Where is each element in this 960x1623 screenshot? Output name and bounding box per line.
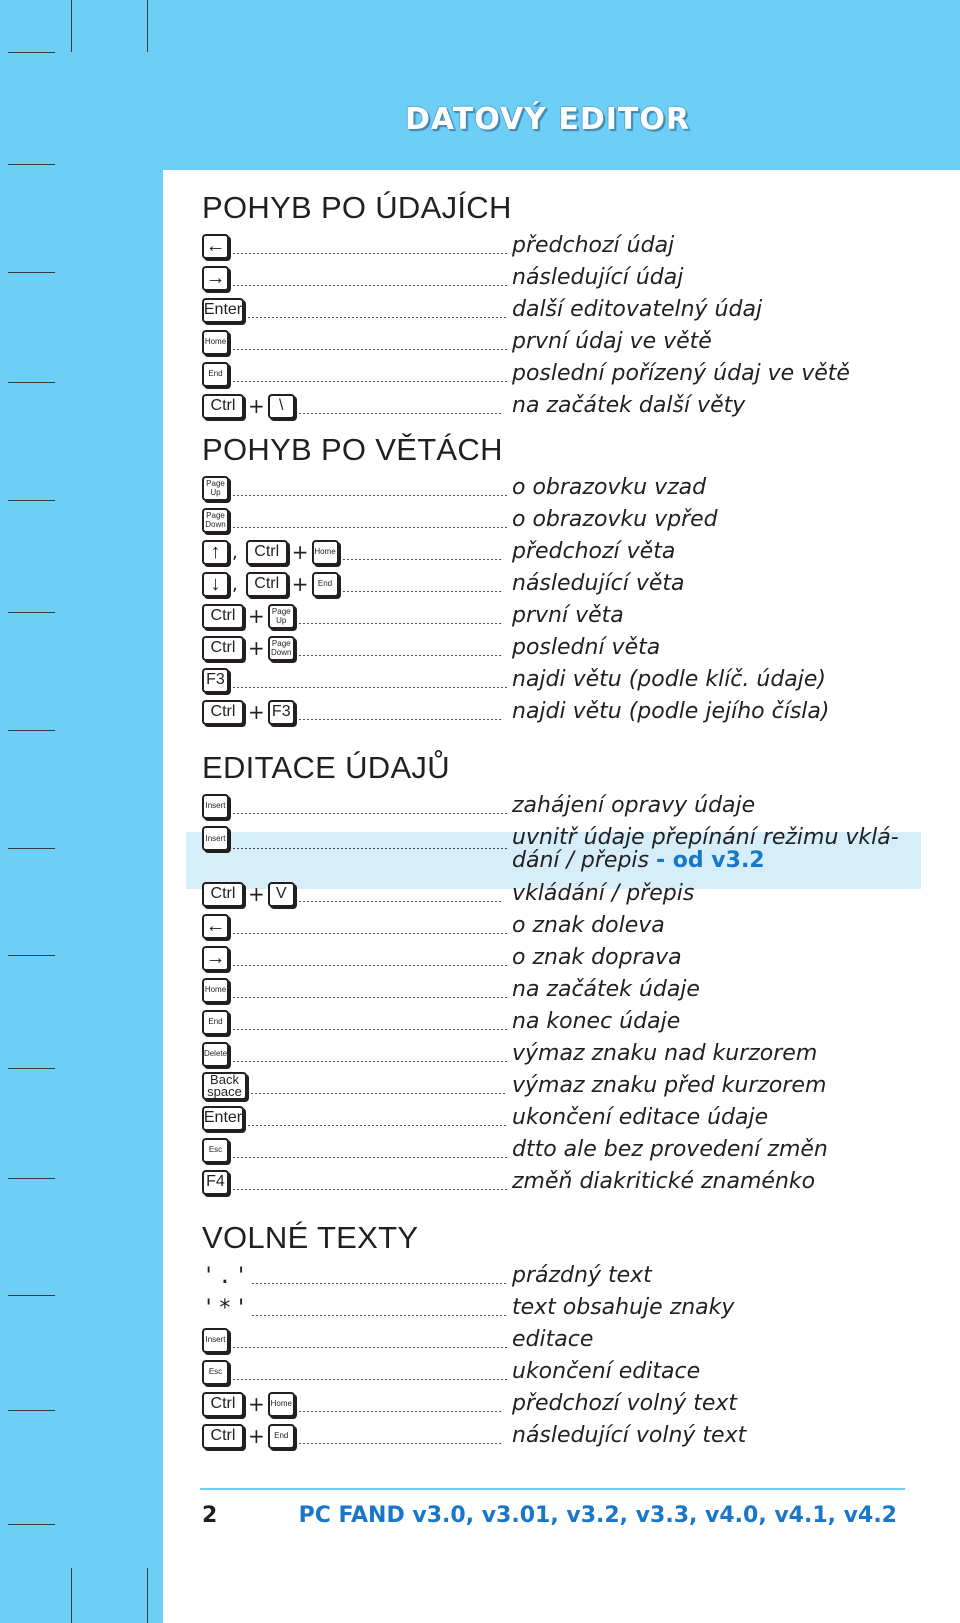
left-arrow-key: ← — [202, 234, 229, 259]
ctrl-key: Ctrl — [202, 604, 244, 629]
shortcut-row — [202, 696, 922, 728]
leader-dots — [298, 1411, 503, 1412]
crop-mark — [71, 0, 72, 52]
end-key: End — [202, 362, 229, 387]
section-title: VOLNÉ TEXTY — [202, 1220, 419, 1255]
shortcut-description: najdi větu (podle jejího čísla) — [512, 699, 830, 724]
left-band — [0, 0, 163, 1623]
crop-mark — [147, 1568, 148, 1623]
shortcut-row — [202, 536, 922, 568]
shortcut-row — [202, 262, 922, 294]
delete-key: Delete — [202, 1042, 229, 1067]
shortcut-description: změň diakritické znaménko — [512, 1169, 816, 1194]
end-key: End — [202, 1010, 229, 1035]
shortcut-row — [202, 504, 922, 536]
shortcut-row — [202, 1324, 922, 1356]
shortcut-description: na konec údaje — [512, 1009, 681, 1034]
down-arrow-key: ↓ — [202, 572, 229, 597]
shortcut-row — [202, 1038, 922, 1070]
leader-dots — [232, 965, 507, 966]
shortcut-row — [202, 1070, 922, 1102]
crop-mark — [8, 382, 55, 383]
page-down-key: Page Down — [202, 508, 229, 533]
leader-dots — [342, 591, 502, 592]
ctrl-key: Ctrl — [246, 572, 288, 597]
shortcut-description: předchozí věta — [512, 539, 676, 564]
shortcut-row — [202, 632, 922, 664]
shortcut-row — [202, 878, 922, 910]
shortcut-description: editace — [512, 1327, 594, 1352]
shortcut-description: následující věta — [512, 571, 685, 596]
leader-dots — [250, 1093, 507, 1094]
insert-key: Insert — [202, 826, 229, 851]
crop-mark — [8, 52, 55, 53]
shortcut-description: dtto ale bez provedení změn — [512, 1137, 828, 1162]
shortcut-description: zahájení opravy údaje — [512, 793, 756, 818]
shortcut-row — [202, 1292, 922, 1324]
leader-dots — [342, 559, 502, 560]
insert-key: Insert — [202, 794, 229, 819]
leader-dots — [251, 1283, 506, 1284]
leader-dots — [232, 1189, 507, 1190]
leader-dots — [247, 1125, 507, 1126]
crop-mark — [8, 848, 55, 849]
v-key: V — [268, 882, 295, 907]
shortcut-description: o znak doprava — [512, 945, 682, 970]
crop-mark — [71, 1568, 72, 1623]
ctrl-key: Ctrl — [202, 882, 244, 907]
shortcut-row — [202, 390, 922, 422]
leader-dots — [232, 813, 507, 814]
leader-dots — [298, 623, 503, 624]
end-key: End — [268, 1424, 295, 1449]
leader-dots — [232, 495, 507, 496]
enter-key: Enter — [202, 298, 244, 323]
f3-key: F3 — [202, 668, 229, 693]
leader-dots — [298, 655, 503, 656]
shortcut-description: předchozí volný text — [512, 1391, 738, 1416]
ctrl-key: Ctrl — [202, 1392, 244, 1417]
leader-dots — [298, 1443, 503, 1444]
shortcut-row — [202, 1388, 922, 1420]
plus-sign: + — [248, 1424, 265, 1448]
shortcut-row — [202, 790, 922, 822]
comma: , — [232, 541, 238, 563]
home-key: Home — [312, 540, 339, 565]
shortcut-row — [202, 1260, 922, 1292]
leader-dots — [232, 349, 507, 350]
shortcut-description: další editovatelný údaj — [512, 297, 763, 322]
shortcut-row — [202, 1006, 922, 1038]
shortcut-description: prázdný text — [512, 1263, 652, 1288]
shortcut-description: o obrazovku vpřed — [512, 507, 718, 532]
version-note: - od v3.2 — [655, 848, 765, 873]
section-title: EDITACE ÚDAJŮ — [202, 750, 450, 785]
leader-dots — [232, 687, 507, 688]
shortcut-description: vkládání / přepis — [512, 881, 695, 906]
comma: , — [232, 573, 238, 595]
leader-dots — [232, 933, 507, 934]
plus-sign: + — [248, 1392, 265, 1416]
empty-text-literal: '.' — [202, 1263, 251, 1289]
shortcut-description: uvnitř údaje přepínání režimu vklá-dání / přepis - od v3.2 — [512, 825, 899, 873]
crop-mark — [147, 0, 148, 52]
shortcut-description: výmaz znaku nad kurzorem — [512, 1041, 818, 1066]
shortcut-row — [202, 942, 922, 974]
crop-mark — [8, 612, 55, 613]
leader-dots — [251, 1315, 506, 1316]
shortcut-row — [202, 1420, 922, 1452]
crop-mark — [8, 1068, 55, 1069]
page-title: DATOVÝ EDITOR — [405, 102, 690, 137]
shortcut-row — [202, 1134, 922, 1166]
footer-rule — [200, 1488, 905, 1490]
home-key: Home — [202, 978, 229, 1003]
shortcut-description: ukončení editace — [512, 1359, 701, 1384]
insert-key: Insert — [202, 1328, 229, 1353]
shortcut-row — [202, 600, 922, 632]
shortcut-row — [202, 230, 922, 262]
leader-dots — [298, 413, 503, 414]
shortcut-row — [202, 1102, 922, 1134]
crop-mark — [8, 1524, 55, 1525]
leader-dots — [232, 1029, 507, 1030]
shortcut-row — [202, 472, 922, 504]
leader-dots — [232, 1157, 507, 1158]
crop-mark — [8, 272, 55, 273]
ctrl-key: Ctrl — [202, 700, 244, 725]
home-key: Home — [268, 1392, 295, 1417]
page-up-key: Page Up — [268, 604, 295, 629]
up-arrow-key: ↑ — [202, 540, 229, 565]
plus-sign: + — [248, 604, 265, 628]
ctrl-key: Ctrl — [246, 540, 288, 565]
crop-mark — [8, 1295, 55, 1296]
leader-dots — [232, 997, 507, 998]
leader-dots — [232, 1061, 507, 1062]
leader-dots — [232, 253, 507, 254]
shortcut-description: na začátek údaje — [512, 977, 700, 1002]
section-title: POHYB PO VĚTÁCH — [202, 432, 503, 467]
crop-mark — [8, 955, 55, 956]
leader-dots — [247, 317, 507, 318]
plus-sign: + — [248, 636, 265, 660]
backslash-key: \ — [268, 394, 295, 419]
ctrl-key: Ctrl — [202, 394, 244, 419]
right-arrow-key: → — [202, 266, 229, 291]
leader-dots — [232, 527, 507, 528]
shortcut-description: první údaj ve větě — [512, 329, 712, 354]
shortcut-description: na začátek další věty — [512, 393, 746, 418]
ctrl-key: Ctrl — [202, 636, 244, 661]
wildcard-text-literal: '*' — [202, 1295, 251, 1321]
home-key: Home — [202, 330, 229, 355]
backspace-key: Back space — [202, 1072, 247, 1100]
shortcut-list — [202, 186, 922, 1452]
shortcut-description: ukončení editace údaje — [512, 1105, 769, 1130]
page-up-key: Page Up — [202, 476, 229, 501]
shortcut-description: následující volný text — [512, 1423, 747, 1448]
leader-dots — [298, 719, 503, 720]
crop-mark — [8, 730, 55, 731]
leader-dots — [232, 381, 507, 382]
esc-key: Esc — [202, 1138, 229, 1163]
shortcut-description: výmaz znaku před kurzorem — [512, 1073, 827, 1098]
leader-dots — [232, 285, 507, 286]
page-number: 2 — [202, 1503, 218, 1528]
right-arrow-key: → — [202, 946, 229, 971]
leader-dots — [232, 1379, 507, 1380]
esc-key: Esc — [202, 1360, 229, 1385]
leader-dots — [232, 848, 507, 849]
leader-dots — [232, 1347, 507, 1348]
plus-sign: + — [291, 540, 309, 564]
plus-sign: + — [248, 394, 265, 418]
shortcut-description: o obrazovku vzad — [512, 475, 707, 500]
product-versions: PC FAND v3.0, v3.01, v3.2, v3.3, v4.0, v4.1, v4.2 — [298, 1503, 897, 1528]
enter-key: Enter — [202, 1106, 244, 1131]
crop-mark — [8, 164, 55, 165]
shortcut-row — [202, 1356, 922, 1388]
crop-mark — [8, 500, 55, 501]
f3-key: F3 — [268, 700, 295, 725]
ctrl-key: Ctrl — [202, 1424, 244, 1449]
section-title: POHYB PO ÚDAJÍCH — [202, 190, 512, 225]
page-down-key: Page Down — [268, 636, 295, 661]
shortcut-description: první věta — [512, 603, 624, 628]
shortcut-row — [202, 326, 922, 358]
shortcut-row — [202, 294, 922, 326]
shortcut-row — [202, 822, 922, 878]
crop-mark — [8, 1410, 55, 1411]
left-arrow-key: ← — [202, 914, 229, 939]
plus-sign: + — [248, 882, 265, 906]
crop-mark — [8, 1178, 55, 1179]
shortcut-row — [202, 664, 922, 696]
shortcut-description: najdi větu (podle klíč. údaje) — [512, 667, 827, 692]
shortcut-row — [202, 974, 922, 1006]
shortcut-row — [202, 1166, 922, 1198]
shortcut-description: poslední pořízený údaj ve větě — [512, 361, 850, 386]
shortcut-description: o znak doleva — [512, 913, 665, 938]
shortcut-row — [202, 568, 922, 600]
shortcut-description: poslední věta — [512, 635, 661, 660]
plus-sign: + — [291, 572, 309, 596]
plus-sign: + — [248, 700, 265, 724]
shortcut-row — [202, 358, 922, 390]
end-key: End — [312, 572, 339, 597]
shortcut-description: text obsahuje znaky — [512, 1295, 735, 1320]
shortcut-description: předchozí údaj — [512, 233, 675, 258]
f4-key: F4 — [202, 1170, 229, 1195]
leader-dots — [298, 901, 503, 902]
right-band-top — [915, 0, 960, 170]
shortcut-row — [202, 910, 922, 942]
shortcut-description: následující údaj — [512, 265, 684, 290]
